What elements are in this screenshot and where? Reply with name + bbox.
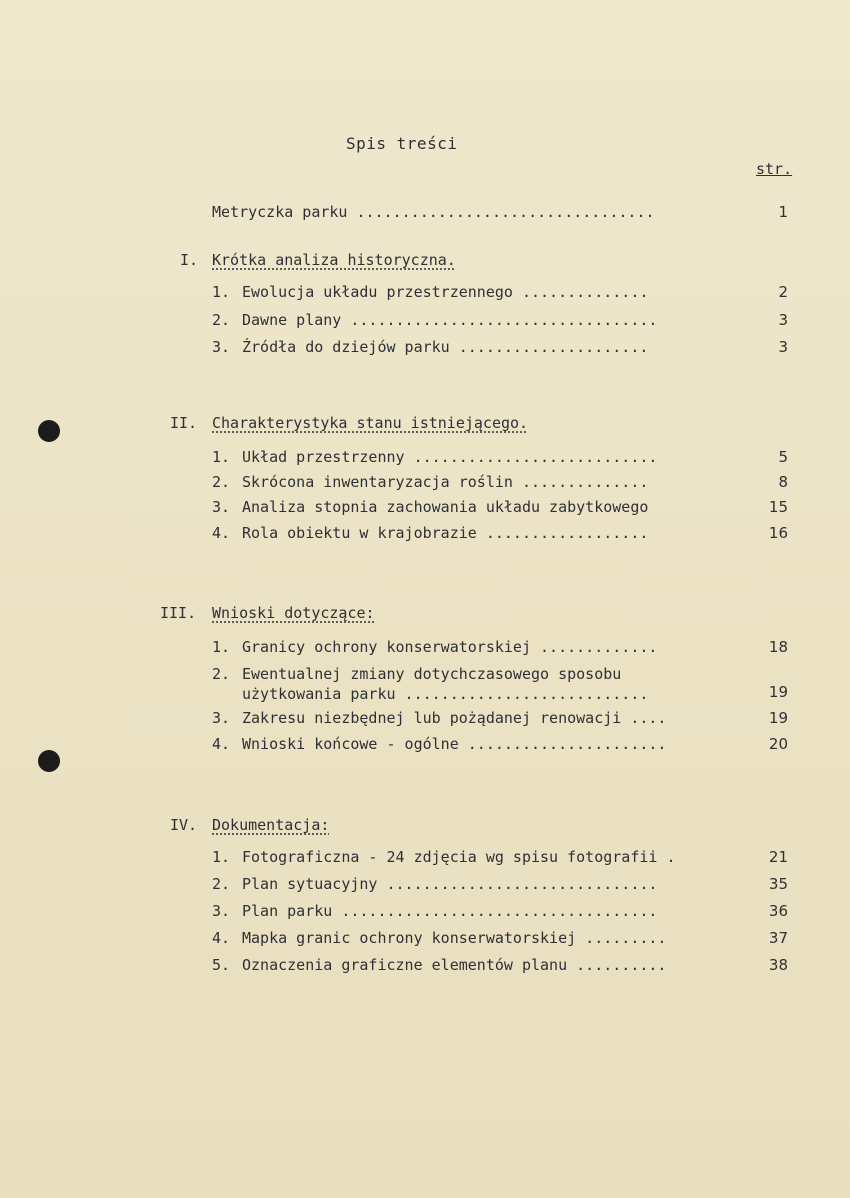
entry-number: 2. xyxy=(212,311,231,329)
entry-number: 2. xyxy=(212,665,231,683)
section-number: II. xyxy=(170,414,198,432)
section-heading xyxy=(0,414,850,438)
entry-number: 2. xyxy=(212,875,231,893)
toc-entry xyxy=(0,848,850,872)
toc-entry xyxy=(0,448,850,472)
section-heading xyxy=(0,604,850,628)
entry-page: 19 xyxy=(768,683,788,701)
entry-page: 37 xyxy=(768,929,788,947)
section-number: III. xyxy=(160,604,197,622)
entry-page: 3 xyxy=(778,311,788,329)
toc-entry xyxy=(0,311,850,335)
entry-page: 16 xyxy=(768,524,788,542)
entry-label: Metryczka parku ................................. xyxy=(212,203,655,221)
entry-page: 21 xyxy=(768,848,788,866)
section-number: I. xyxy=(180,251,199,269)
section-number: IV. xyxy=(170,816,198,834)
toc-entry xyxy=(0,473,850,497)
entry-label: Dawne plany .................................. xyxy=(242,311,658,329)
toc-entry xyxy=(0,709,850,733)
toc-entry xyxy=(0,498,850,522)
entry-label: Analiza stopnia zachowania układu zabytkowego xyxy=(242,498,649,516)
entry-number: 3. xyxy=(212,338,231,356)
entry-number: 1. xyxy=(212,448,231,466)
section-heading xyxy=(0,251,850,275)
page-column-header: str. xyxy=(756,160,793,178)
entry-label: Fotograficzna - 24 zdjęcia wg spisu fotografii . xyxy=(242,848,676,866)
entry-page: 1 xyxy=(778,203,788,221)
entry-page: 2 xyxy=(778,283,788,301)
toc-entry xyxy=(0,875,850,899)
entry-number: 1. xyxy=(212,638,231,656)
entry-label: Mapka granic ochrony konserwatorskiej ......... xyxy=(242,929,667,947)
toc-entry xyxy=(0,735,850,759)
entry-page: 15 xyxy=(768,498,788,516)
entry-page: 5 xyxy=(778,448,788,466)
entry-label: Źródła do dziejów parku ..................... xyxy=(242,338,649,356)
entry-page: 36 xyxy=(768,902,788,920)
entry-label: Rola obiektu w krajobrazie .................. xyxy=(242,524,649,542)
entry-label: Plan sytuacyjny .............................. xyxy=(242,875,658,893)
toc-entry xyxy=(0,338,850,362)
entry-page: 38 xyxy=(768,956,788,974)
toc-entry xyxy=(0,524,850,548)
entry-page: 3 xyxy=(778,338,788,356)
entry-number: 3. xyxy=(212,902,231,920)
toc-entry xyxy=(0,283,850,307)
entry-label: Granicy ochrony konserwatorskiej ............. xyxy=(242,638,658,656)
toc-entry-metryczka xyxy=(0,203,850,227)
toc-entry xyxy=(0,665,850,711)
entry-number: 1. xyxy=(212,848,231,866)
entry-label: Plan parku ................................... xyxy=(242,902,658,920)
entry-label-continued: użytkowania parku ........................... xyxy=(242,685,649,703)
entry-page: 18 xyxy=(768,638,788,656)
section-heading xyxy=(0,816,850,840)
entry-number: 5. xyxy=(212,956,231,974)
toc-entry xyxy=(0,902,850,926)
entry-number: 3. xyxy=(212,709,231,727)
entry-number: 3. xyxy=(212,498,231,516)
entry-label: Układ przestrzenny ........................... xyxy=(242,448,658,466)
entry-label: Wnioski końcowe - ogólne ...................... xyxy=(242,735,667,753)
entry-label: Oznaczenia graficzne elementów planu .......... xyxy=(242,956,667,974)
toc-entry xyxy=(0,929,850,953)
entry-number: 4. xyxy=(212,929,231,947)
toc-entry xyxy=(0,956,850,980)
entry-page: 19 xyxy=(768,709,788,727)
entry-number: 4. xyxy=(212,735,231,753)
entry-number: 1. xyxy=(212,283,231,301)
entry-number: 4. xyxy=(212,524,231,542)
entry-label: Zakresu niezbędnej lub pożądanej renowacji .... xyxy=(242,709,667,727)
entry-label: Skrócona inwentaryzacja roślin .............. xyxy=(242,473,649,491)
section-title: Krótka analiza historyczna. xyxy=(212,251,456,269)
entry-number: 2. xyxy=(212,473,231,491)
section-title: Wnioski dotyczące: xyxy=(212,604,375,622)
section-title: Charakterystyka stanu istniejącego. xyxy=(212,414,529,432)
entry-page: 8 xyxy=(778,473,788,491)
entry-label: Ewentualnej zmiany dotychczasowego sposobu xyxy=(242,665,622,683)
toc-entry xyxy=(0,638,850,662)
page-title: Spis treści xyxy=(346,134,458,153)
section-title: Dokumentacja: xyxy=(212,816,330,834)
entry-page: 20 xyxy=(768,735,788,753)
entry-label: Ewolucja układu przestrzennego .............. xyxy=(242,283,649,301)
entry-page: 35 xyxy=(768,875,788,893)
